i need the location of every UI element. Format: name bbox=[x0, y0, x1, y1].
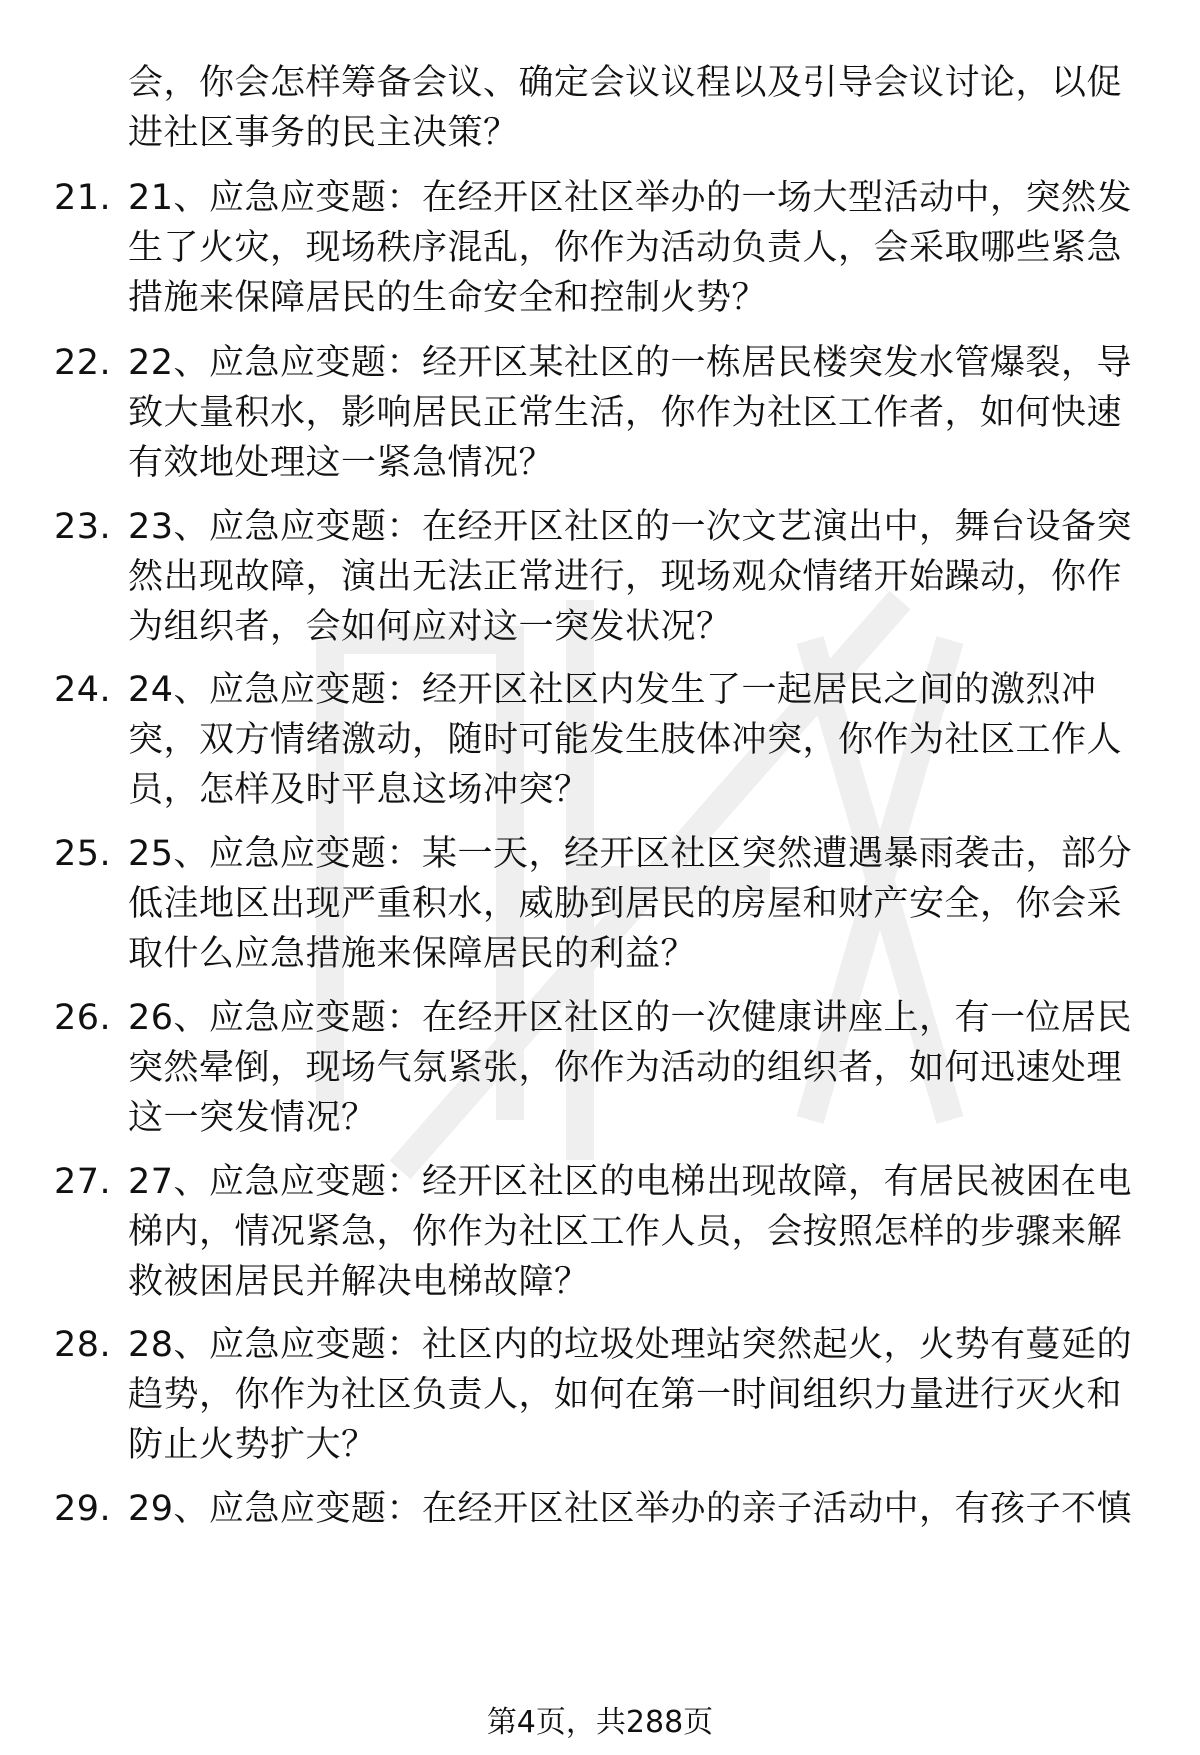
page-footer: 第4页，共288页 bbox=[486, 1705, 714, 1740]
question-text: 26、应急应变题：在经开区社区的一次健康讲座上，有一位居民突然晕倒，现场气氛紧张，你作为活动的组织者，如何迅速处理这一突发情况？ bbox=[128, 998, 1133, 1138]
question-number: 22. bbox=[54, 343, 112, 383]
question-number: 25. bbox=[54, 834, 112, 874]
question-text: 22、应急应变题：经开区某社区的一栋居民楼突发水管爆裂，导致大量积水，影响居民正常生活，你作为社区工作者，如何快速有效地处理这一紧急情况？ bbox=[128, 343, 1133, 483]
question-text: 25、应急应变题：某一天，经开区社区突然遭遇暴雨袭击，部分低洼地区出现严重积水，威胁到居民的房屋和财产安全，你会采取什么应急措施来保障居民的利益？ bbox=[128, 834, 1133, 974]
question-text: 24、应急应变题：经开区社区内发生了一起居民之间的激烈冲突，双方情绪激动，随时可能发生肢体冲突，你作为社区工作人员，怎样及时平息这场冲突？ bbox=[128, 670, 1123, 810]
question-text: 21、应急应变题：在经开区社区举办的一场大型活动中，突然发生了火灾，现场秩序混乱，你作为活动负责人，会采取哪些紧急措施来保障居民的生命安全和控制火势？ bbox=[128, 178, 1133, 318]
question-number: 21. bbox=[54, 178, 112, 218]
question-number: 23. bbox=[54, 507, 112, 547]
intro-paragraph: 会，你会怎样筹备会议、确定会议议程以及引导会议讨论，以促进社区事务的民主决策？ bbox=[128, 63, 1123, 153]
question-number: 27. bbox=[54, 1162, 112, 1202]
question-text: 29、应急应变题：在经开区社区举办的亲子活动中，有孩子不慎 bbox=[128, 1489, 1133, 1529]
question-text: 23、应急应变题：在经开区社区的一次文艺演出中，舞台设备突然出现故障，演出无法正常进行，现场观众情绪开始躁动，你作为组织者，会如何应对这一突发状况？ bbox=[128, 507, 1133, 647]
question-number: 24. bbox=[54, 670, 112, 710]
question-number: 28. bbox=[54, 1325, 112, 1365]
question-number: 29. bbox=[54, 1489, 112, 1529]
question-number: 26. bbox=[54, 998, 112, 1038]
question-text: 27、应急应变题：经开区社区的电梯出现故障，有居民被困在电梯内，情况紧急，你作为社区工作人员，会按照怎样的步骤来解救被困居民并解决电梯故障？ bbox=[128, 1162, 1133, 1302]
question-text: 28、应急应变题：社区内的垃圾处理站突然起火，火势有蔓延的趋势，你作为社区负责人，如何在第一时间组织力量进行灭火和防止火势扩大？ bbox=[128, 1325, 1133, 1465]
